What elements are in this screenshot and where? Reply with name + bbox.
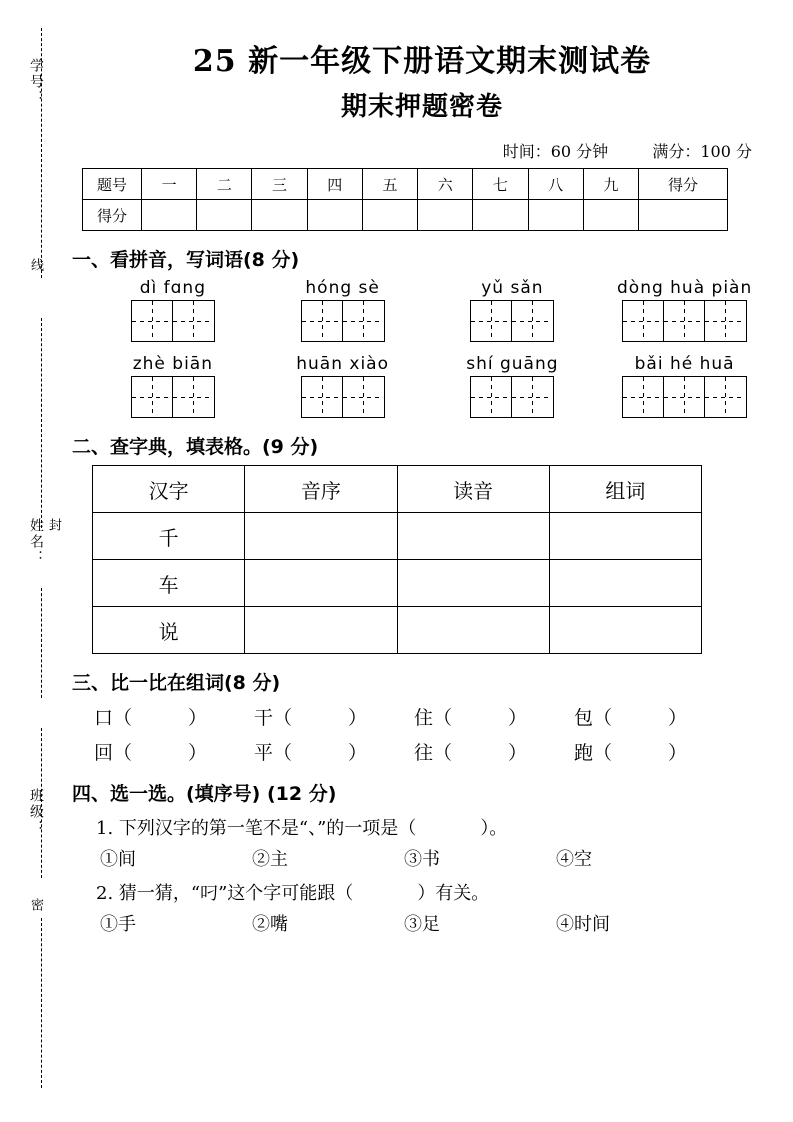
tianzi-cell[interactable] bbox=[512, 377, 552, 417]
pinyin-group bbox=[597, 278, 772, 342]
score-col-total: 得分 bbox=[639, 169, 728, 200]
dict-cell-zuci-2[interactable] bbox=[549, 560, 701, 607]
pinyin-row-2 bbox=[88, 354, 772, 418]
score-cell-1[interactable] bbox=[142, 200, 197, 231]
compare-close: ） bbox=[668, 707, 688, 729]
section-heading-2: 二、查字典，填表格。(9 分) bbox=[72, 436, 319, 458]
seal-mi-label: 密 bbox=[28, 898, 43, 913]
compare-item[interactable] bbox=[574, 703, 734, 730]
option-2[interactable]: ②主 bbox=[252, 849, 288, 870]
dict-cell-char-3: 说 bbox=[93, 607, 245, 654]
tianzi-cell[interactable] bbox=[705, 377, 745, 417]
compare-close: ） bbox=[348, 707, 368, 729]
compare-char: 回（ bbox=[94, 742, 133, 764]
score-col-5: 五 bbox=[362, 169, 417, 200]
score-col-9: 九 bbox=[583, 169, 638, 200]
dict-header-hanzi: 汉字 bbox=[93, 466, 245, 513]
score-row-head-1: 题号 bbox=[83, 169, 142, 200]
tianzi-cell[interactable] bbox=[132, 377, 173, 417]
class-label: 班级： bbox=[28, 788, 44, 836]
pinyin-text: yǔ sǎn bbox=[481, 278, 544, 298]
option-1[interactable]: ①手 bbox=[100, 914, 136, 935]
tianzi-cell[interactable] bbox=[343, 377, 383, 417]
pinyin-group bbox=[258, 354, 428, 418]
option-3[interactable]: ③足 bbox=[404, 914, 440, 935]
dict-header-zuci: 组词 bbox=[549, 466, 701, 513]
dash-line-5 bbox=[41, 918, 42, 1088]
tianzi-cell[interactable] bbox=[623, 377, 664, 417]
total-score-label: 满分：100 分 bbox=[652, 142, 752, 161]
pinyin-group bbox=[597, 354, 772, 418]
tianzi-grid[interactable] bbox=[131, 300, 215, 342]
table-row bbox=[83, 169, 728, 200]
exam-meta bbox=[72, 139, 752, 162]
compare-char: 住（ bbox=[414, 707, 453, 729]
time-label: 时间：60 分钟 bbox=[502, 142, 609, 161]
exam-paper bbox=[72, 26, 772, 936]
tianzi-cell[interactable] bbox=[343, 301, 383, 341]
dict-header-duyin: 读音 bbox=[397, 466, 549, 513]
tianzi-cell[interactable] bbox=[471, 377, 512, 417]
dictionary-table bbox=[92, 465, 702, 654]
section-heading-4: 四、选一选。(填序号) (12 分) bbox=[72, 783, 337, 805]
pinyin-text: shí guāng bbox=[466, 354, 559, 374]
dash-line-3 bbox=[41, 588, 42, 698]
dash-line-2 bbox=[41, 318, 42, 528]
choice-options-1 bbox=[100, 845, 772, 871]
compare-item[interactable] bbox=[574, 738, 734, 765]
score-row-head-2: 得分 bbox=[83, 200, 142, 231]
pinyin-group bbox=[88, 278, 258, 342]
score-col-2: 二 bbox=[197, 169, 252, 200]
tianzi-cell[interactable] bbox=[173, 377, 213, 417]
compare-char: 平（ bbox=[254, 742, 293, 764]
pinyin-text: dòng huà piàn bbox=[617, 278, 753, 298]
score-cell-5[interactable] bbox=[362, 200, 417, 231]
tianzi-grid[interactable] bbox=[301, 300, 385, 342]
dict-cell-yinxu-3[interactable] bbox=[245, 607, 397, 654]
tianzi-grid[interactable] bbox=[470, 300, 554, 342]
pinyin-text: huān xiào bbox=[296, 354, 389, 374]
pinyin-group bbox=[428, 278, 598, 342]
compare-item[interactable] bbox=[254, 703, 414, 730]
table-row bbox=[93, 466, 702, 513]
compare-row-1 bbox=[94, 703, 772, 730]
page-subtitle: 期末押题密卷 bbox=[340, 92, 503, 122]
binding-strip bbox=[22, 28, 62, 1088]
option-2[interactable]: ②嘴 bbox=[252, 914, 288, 935]
tianzi-cell[interactable] bbox=[132, 301, 173, 341]
score-col-1: 一 bbox=[142, 169, 197, 200]
compare-item[interactable] bbox=[414, 703, 574, 730]
compare-char: 包（ bbox=[574, 707, 613, 729]
compare-close: ） bbox=[508, 742, 528, 764]
score-cell-4[interactable] bbox=[307, 200, 362, 231]
compare-close: ） bbox=[188, 742, 208, 764]
tianzi-cell[interactable] bbox=[705, 301, 745, 341]
compare-close: ） bbox=[508, 707, 528, 729]
pinyin-group bbox=[428, 354, 598, 418]
question-tail: ）。 bbox=[480, 818, 508, 839]
score-table bbox=[82, 168, 728, 231]
choice-options-2 bbox=[100, 910, 772, 936]
score-cell-3[interactable] bbox=[252, 200, 307, 231]
score-col-7: 七 bbox=[473, 169, 528, 200]
compare-item[interactable] bbox=[94, 703, 254, 730]
seal-line-label: 线 bbox=[28, 258, 43, 273]
score-cell-9[interactable] bbox=[583, 200, 638, 231]
option-1[interactable]: ①间 bbox=[100, 849, 136, 870]
compare-close: ） bbox=[188, 707, 208, 729]
dict-cell-char-1: 千 bbox=[93, 513, 245, 560]
score-col-8: 八 bbox=[528, 169, 583, 200]
table-row bbox=[93, 513, 702, 560]
pinyin-group bbox=[258, 278, 428, 342]
compare-item[interactable] bbox=[414, 738, 574, 765]
tianzi-cell[interactable] bbox=[664, 301, 705, 341]
table-row bbox=[83, 200, 728, 231]
pinyin-text: hóng sè bbox=[305, 278, 380, 298]
choice-question-2[interactable] bbox=[96, 879, 772, 905]
table-row bbox=[93, 560, 702, 607]
compare-char: 干（ bbox=[254, 707, 293, 729]
score-cell-2[interactable] bbox=[197, 200, 252, 231]
tianzi-cell[interactable] bbox=[471, 301, 512, 341]
tianzi-grid[interactable] bbox=[622, 300, 747, 342]
dict-cell-duyin-1[interactable] bbox=[397, 513, 549, 560]
tianzi-cell[interactable] bbox=[512, 301, 552, 341]
compare-item[interactable] bbox=[254, 738, 414, 765]
dict-cell-yinxu-1[interactable] bbox=[245, 513, 397, 560]
tianzi-cell[interactable] bbox=[623, 301, 664, 341]
tianzi-grid[interactable] bbox=[622, 376, 747, 418]
choice-question-1[interactable] bbox=[96, 814, 772, 840]
question-text: 1. 下列汉字的第一笔不是“、”的一项是（ bbox=[96, 818, 417, 839]
tianzi-grid[interactable] bbox=[301, 376, 385, 418]
dict-header-yinxu: 音序 bbox=[245, 466, 397, 513]
tianzi-cell[interactable] bbox=[302, 301, 343, 341]
seal-feng-label: 封 bbox=[46, 518, 61, 533]
tianzi-grid[interactable] bbox=[470, 376, 554, 418]
compare-char: 跑（ bbox=[574, 742, 613, 764]
pinyin-text: dì fɑng bbox=[139, 278, 206, 298]
score-cell-total[interactable] bbox=[639, 200, 728, 231]
tianzi-cell[interactable] bbox=[173, 301, 213, 341]
compare-char: 往（ bbox=[414, 742, 453, 764]
pinyin-text: zhè biān bbox=[132, 354, 214, 374]
score-cell-7[interactable] bbox=[473, 200, 528, 231]
compare-char: 口（ bbox=[94, 707, 133, 729]
section-heading-1: 一、看拼音，写词语(8 分) bbox=[72, 249, 300, 271]
dict-cell-zuci-3[interactable] bbox=[549, 607, 701, 654]
tianzi-cell[interactable] bbox=[664, 377, 705, 417]
question-tail: ）有关。 bbox=[417, 883, 490, 904]
pinyin-text: bǎi hé huā bbox=[634, 354, 735, 374]
student-name-label: 姓名： bbox=[28, 518, 44, 566]
compare-item[interactable] bbox=[94, 738, 254, 765]
score-col-4: 四 bbox=[307, 169, 362, 200]
compare-close: ） bbox=[348, 742, 368, 764]
table-row bbox=[93, 607, 702, 654]
tianzi-cell[interactable] bbox=[302, 377, 343, 417]
dict-cell-duyin-2[interactable] bbox=[397, 560, 549, 607]
tianzi-grid[interactable] bbox=[131, 376, 215, 418]
section-heading-3: 三、比一比在组词(8 分) bbox=[72, 672, 281, 694]
compare-close: ） bbox=[668, 742, 688, 764]
page-title: 25 新一年级下册语文期末测试卷 bbox=[192, 44, 652, 79]
option-4[interactable]: ④空 bbox=[556, 849, 592, 870]
option-4[interactable]: ④时间 bbox=[556, 914, 610, 935]
compare-row-2 bbox=[94, 738, 772, 765]
pinyin-row-1 bbox=[88, 278, 772, 342]
score-cell-6[interactable] bbox=[418, 200, 473, 231]
score-col-3: 三 bbox=[252, 169, 307, 200]
option-3[interactable]: ③书 bbox=[404, 849, 440, 870]
question-text: 2. 猜一猜，“叼”这个字可能跟（ bbox=[96, 883, 354, 904]
dict-cell-zuci-1[interactable] bbox=[549, 513, 701, 560]
score-cell-8[interactable] bbox=[528, 200, 583, 231]
student-id-label: 学号： bbox=[28, 58, 44, 106]
pinyin-group bbox=[88, 354, 258, 418]
dict-cell-duyin-3[interactable] bbox=[397, 607, 549, 654]
dict-cell-yinxu-2[interactable] bbox=[245, 560, 397, 607]
dict-cell-char-2: 车 bbox=[93, 560, 245, 607]
score-col-6: 六 bbox=[418, 169, 473, 200]
